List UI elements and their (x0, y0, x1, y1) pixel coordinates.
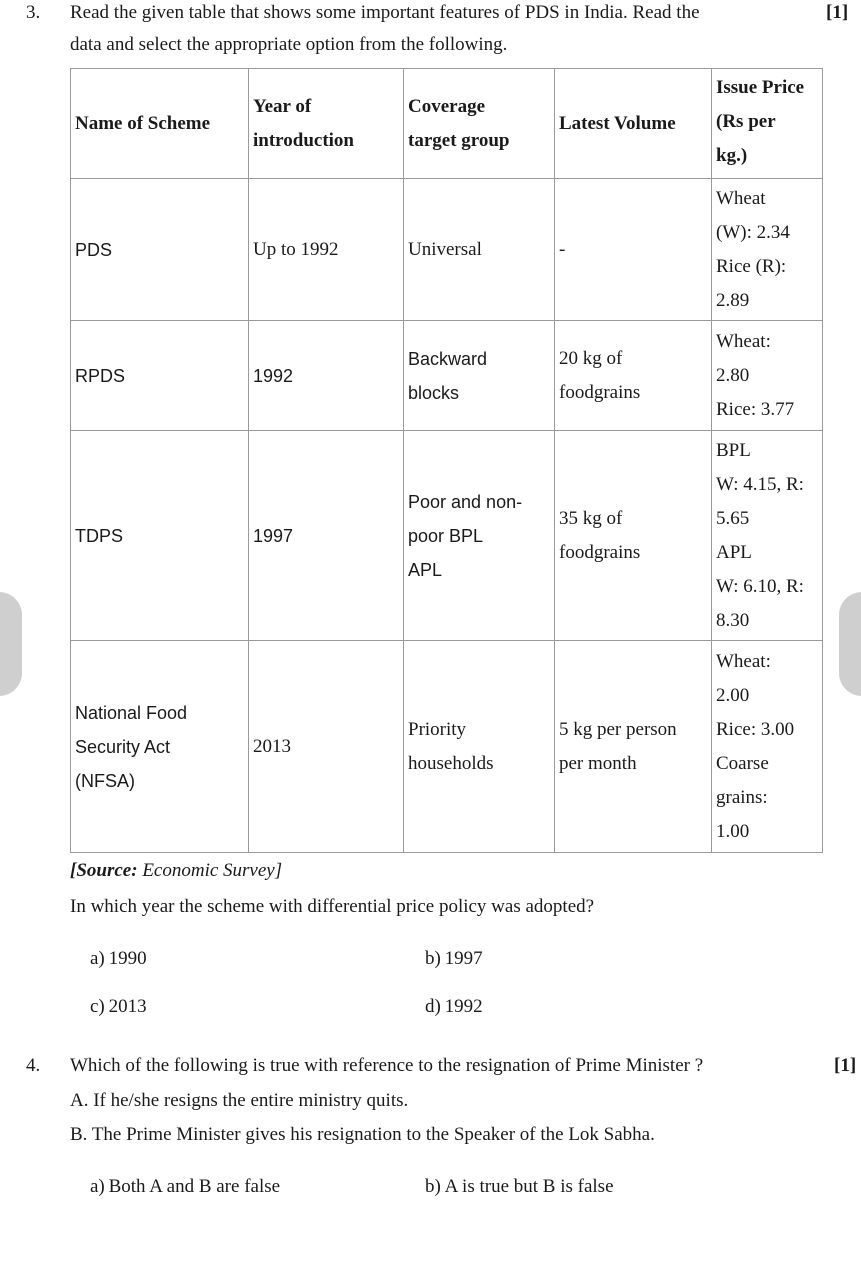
cell-line: foodgrains (559, 381, 641, 403)
cell-line: (W): 2.34 (716, 221, 790, 243)
cell-name (71, 179, 249, 321)
question-3-prompt: In which year the scheme with differential price policy was adopted? (70, 896, 595, 917)
cell-price (712, 321, 823, 431)
cell-line: Universal (408, 238, 482, 260)
cell-line: households (408, 752, 494, 774)
cell-year: 2013 (249, 641, 404, 853)
option-4b[interactable]: b) A is true but B is false (425, 1176, 614, 1197)
cell-line: 20 kg of (559, 347, 623, 369)
question-3-line-1: Read the given table that shows some important features of PDS in India. Read the (70, 2, 700, 23)
cell-volume (555, 641, 712, 853)
option-3b[interactable]: b) 1997 (425, 948, 483, 969)
cell-line: blocks (408, 382, 460, 403)
cell-line: Issue Price (716, 77, 805, 98)
cell-name (71, 321, 249, 431)
cell-name (71, 641, 249, 853)
cell-line: W: 6.10, R: (716, 575, 804, 597)
cell-line: Name of Scheme (75, 112, 211, 134)
cell-coverage (404, 641, 555, 853)
cell-line: kg.) (716, 145, 748, 166)
cell-line: TDPS (75, 525, 124, 546)
question-3-line-2: data and select the appropriate option from the following. (70, 34, 508, 55)
question-3-number: 3. (26, 2, 41, 23)
cell-line: 35 kg of (559, 507, 623, 529)
cell-line: Wheat (716, 187, 766, 209)
cell-line: RPDS (75, 365, 126, 386)
cell-line: APL (716, 541, 752, 563)
cell-line: Latest Volume (559, 112, 676, 134)
cell-line: 2.89 (716, 289, 750, 311)
header-issue-price (712, 69, 823, 179)
header-latest-volume (555, 69, 712, 179)
cell-coverage (404, 321, 555, 431)
question-4-statement-a: A. If he/she resigns the entire ministry quits. (70, 1090, 409, 1111)
cell-line: Rice (R): (716, 255, 787, 277)
cell-line: Coarse (716, 752, 769, 774)
cell-line: grains: (716, 786, 768, 808)
cell-line: (Rs per (716, 111, 776, 132)
cell-price (712, 431, 823, 641)
table-row (71, 641, 823, 853)
cell-line: Poor and non- (408, 491, 523, 512)
cell-line: Wheat: (716, 330, 771, 352)
cell-year: 1992 (249, 321, 404, 431)
cell-line: PDS (75, 239, 113, 260)
cell-volume (555, 431, 712, 641)
cell-line: Security Act (75, 736, 171, 757)
header-coverage-target-group (404, 69, 555, 179)
cell-line: 5 kg per person (559, 718, 677, 740)
cell-line: Backward (408, 348, 488, 369)
cell-price (712, 179, 823, 321)
table-row (71, 321, 823, 431)
header-name-of-scheme (71, 69, 249, 179)
cell-coverage (404, 179, 555, 321)
cell-line: APL (408, 559, 443, 580)
question-3-marks: [1] (826, 2, 849, 23)
cell-line: National Food (75, 702, 188, 723)
source-note (70, 860, 282, 882)
cell-line: Rice: 3.77 (716, 398, 795, 420)
cell-line: Coverage (408, 95, 486, 117)
option-3a[interactable]: a) 1990 (90, 948, 147, 969)
cell-line: 2.00 (716, 684, 750, 706)
table-row (71, 179, 823, 321)
cell-line: 1.00 (716, 820, 750, 842)
cell-line: BPL (716, 439, 751, 461)
cell-line: (NFSA) (75, 770, 135, 791)
cell-volume (555, 179, 712, 321)
cell-line: per month (559, 752, 637, 774)
cell-line: Wheat: (716, 650, 771, 672)
cell-year: Up to 1992 (249, 179, 404, 321)
cell-line: Rice: 3.00 (716, 718, 795, 740)
question-4-prompt: Which of the following is true with reference to the resignation of Prime Minister ? (70, 1055, 704, 1076)
next-page-arrow-icon[interactable] (839, 592, 861, 696)
cell-line: 8.30 (716, 609, 750, 631)
cell-coverage (404, 431, 555, 641)
question-4-statement-b: B. The Prime Minister gives his resignation to the Speaker of the Lok Sabha. (70, 1124, 655, 1145)
table-row (71, 431, 823, 641)
cell-line: Year of (253, 95, 312, 117)
question-4-number: 4. (26, 1055, 41, 1076)
cell-line: foodgrains (559, 541, 641, 563)
pds-features-table (70, 68, 823, 853)
cell-line: target group (408, 129, 510, 151)
source-text: Economic Survey] (137, 860, 283, 881)
cell-price (712, 641, 823, 853)
cell-year: 1997 (249, 431, 404, 641)
cell-volume (555, 321, 712, 431)
source-label: [Source: (70, 860, 138, 881)
cell-line: introduction (253, 129, 355, 151)
question-4-marks: [1] (834, 1055, 857, 1076)
cell-line: 5.65 (716, 507, 750, 529)
option-4a[interactable]: a) Both A and B are false (90, 1176, 281, 1197)
header-year-of-introduction (249, 69, 404, 179)
cell-line: - (559, 238, 566, 260)
option-3c[interactable]: c) 2013 (90, 996, 147, 1017)
cell-line: 2.80 (716, 364, 750, 386)
cell-line: W: 4.15, R: (716, 473, 804, 495)
cell-name (71, 431, 249, 641)
previous-page-arrow-icon[interactable] (0, 592, 22, 696)
table-header-row (71, 69, 823, 179)
cell-line: poor BPL (408, 525, 484, 546)
option-3d[interactable]: d) 1992 (425, 996, 483, 1017)
cell-line: Priority (408, 718, 467, 740)
